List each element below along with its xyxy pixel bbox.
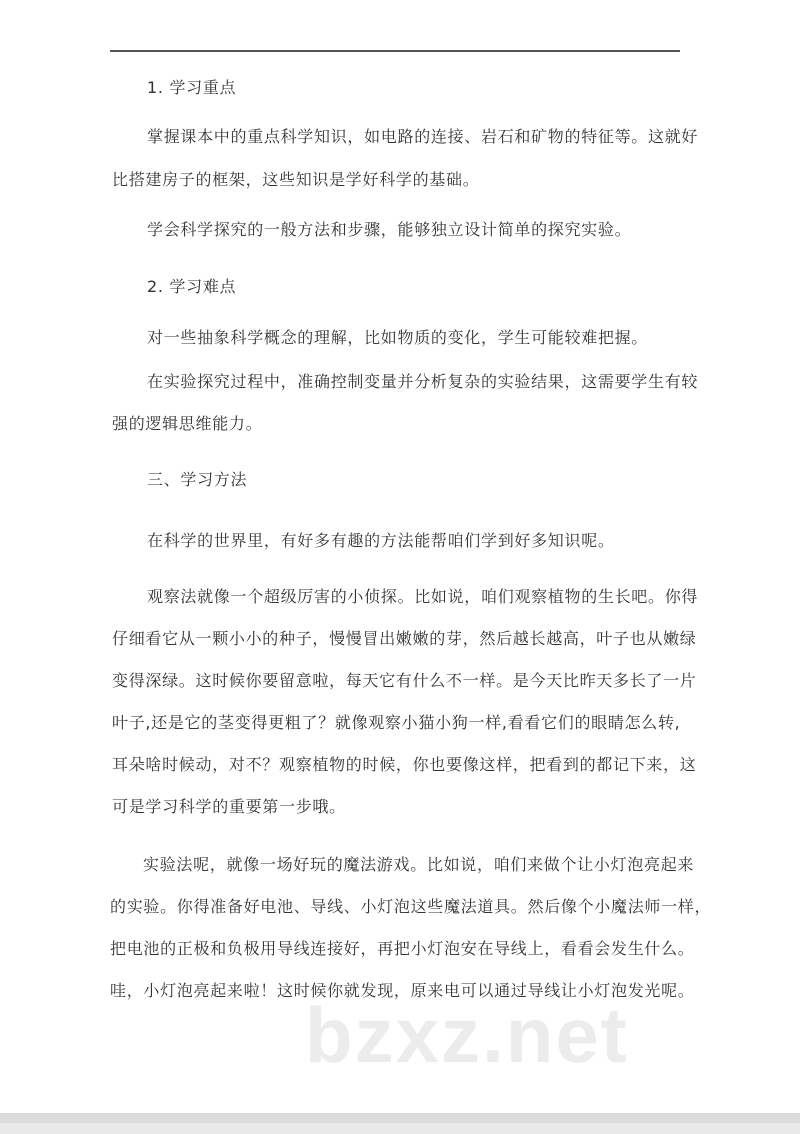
page-gap bbox=[0, 1113, 800, 1123]
paragraph-line: 强的逻辑思维能力。 bbox=[112, 414, 263, 433]
paragraph-line: 把电池的正极和负极用导线连接好，再把小灯泡安在导线上，看看会发生什么。 bbox=[110, 939, 695, 958]
paragraph-line: 对一些抽象科学概念的理解，比如物质的变化，学生可能较难把握。 bbox=[147, 328, 649, 347]
paragraph-line: 的实验。你得准备好电池、导线、小灯泡这些魔法道具。然后像个小魔法师一样， bbox=[110, 897, 712, 916]
paragraph-line: 实验法呢，就像一场好玩的魔法游戏。比如说，咱们来做个让小灯泡亮起来 bbox=[143, 855, 695, 874]
header-rule bbox=[110, 50, 680, 52]
paragraph-line: 哇，小灯泡亮起来啦！这时候你就发现，原来电可以通过导线让小灯泡发光呢。 bbox=[110, 981, 695, 1000]
heading-key-points: 1. 学习重点 bbox=[147, 78, 237, 97]
paragraph-line: 观察法就像一个超级厉害的小侦探。比如说，咱们观察植物的生长吧。你得 bbox=[147, 587, 699, 606]
paragraph-line: 变得深绿。这时候你要留意啦，每天它有什么不一样。是今天比昨天多长了一片 bbox=[112, 671, 697, 690]
paragraph-line: 仔细看它从一颗小小的种子，慢慢冒出嫩嫩的芽，然后越长越高，叶子也从嫩绿 bbox=[112, 629, 697, 648]
paragraph-line: 耳朵啥时候动，对不？观察植物的时候，你也要像这样，把看到的都记下来，这 bbox=[112, 755, 697, 774]
paragraph-line: 在实验探究过程中，准确控制变量并分析复杂的实验结果，这需要学生有较 bbox=[147, 372, 699, 391]
paragraph-line: 在科学的世界里，有好多有趣的方法能帮咱们学到好多知识呢。 bbox=[147, 531, 615, 550]
paragraph-line: 掌握课本中的重点科学知识，如电路的连接、岩石和矿物的特征等。这就好 bbox=[147, 127, 699, 146]
paragraph-line: 可是学习科学的重要第一步哦。 bbox=[112, 797, 346, 816]
heading-methods: 三、学习方法 bbox=[147, 470, 248, 489]
watermark: bzxz.net bbox=[305, 991, 629, 1079]
paragraph-line: 比搭建房子的框架，这些知识是学好科学的基础。 bbox=[112, 170, 480, 189]
paragraph-line: 叶子,还是它的茎变得更粗了？就像观察小猫小狗一样,看看它们的眼睛怎么转, bbox=[112, 713, 681, 732]
heading-difficulties: 2. 学习难点 bbox=[147, 277, 237, 296]
paragraph-line: 学会科学探究的一般方法和步骤，能够独立设计简单的探究实验。 bbox=[147, 220, 632, 239]
